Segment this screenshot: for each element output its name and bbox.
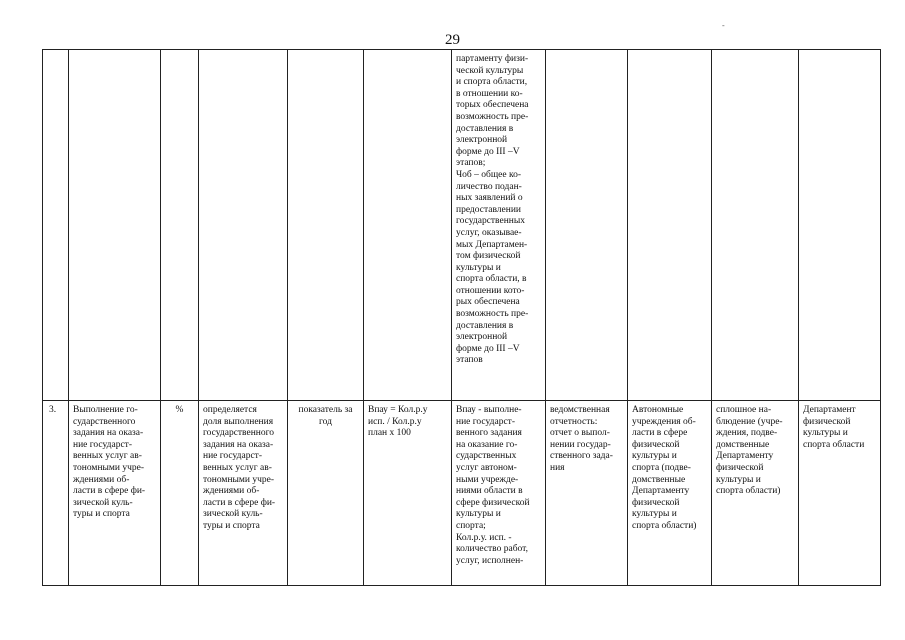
cell-reporting-entities [628, 401, 712, 586]
indicator-type: показатель за год [298, 405, 353, 427]
cell-responsible [799, 401, 881, 586]
responsible-body: Департамент физической культуры и спорта области [803, 405, 865, 450]
unit-of-measure: % [175, 405, 184, 415]
cell-observation-method [712, 401, 799, 586]
cell-number [43, 401, 69, 586]
cell-source-empty [546, 50, 628, 401]
cell-formula-explanation-3 [452, 401, 546, 586]
corner-mark: - [722, 21, 725, 30]
cell-formula-empty [364, 50, 452, 401]
calculation-formula: Впау = Кол.р.у исп. / Кол.р.у план х 100 [368, 405, 428, 439]
cell-formula-explanation [452, 50, 546, 401]
page-number: 29 [445, 32, 460, 48]
row-number: 3. [49, 405, 57, 415]
cell-method-empty [712, 50, 799, 401]
data-source: ведомственная отчетность: отчет о выпол- нении государ- ственного зада- ния [550, 405, 613, 473]
reporting-entities: Автономные учреждения об- ласти в сфере физической культуры и спорта (подве- домственные Департаменту физической культуры и спорта области) [632, 405, 697, 531]
cell-unit [161, 401, 199, 586]
cell-entities-empty [628, 50, 712, 401]
cell-responsible-empty [799, 50, 881, 401]
cell-formula [364, 401, 452, 586]
indicators-table [42, 49, 881, 586]
cell-name-empty [69, 50, 161, 401]
indicator-name: Выполнение го- сударственного задания на оказа- ние государст- венных услуг ав- тономными учре- ждениями об- ласти в сфере фи- зической куль- туры и спорта [73, 405, 146, 520]
formula-explanation-text: партаменту физи- ческой культуры и спорта области, в отношении ко- торых обеспечена возможность пре- доставления в электронной форме до III –V этапов; Чоб – общее ко- личество подан- ных заявлений о предоставлении государственных услуг, оказывае- мых Департамен- том физической культуры и спорта области, в отношении кото- рых обеспечена возможность пре- доставления в электронной форме до III –V этапов [456, 54, 529, 366]
continuation-row [43, 50, 881, 401]
cell-number-empty [43, 50, 69, 401]
cell-type [288, 401, 364, 586]
observation-method: сплошное на- блюдение (учре- ждения, подве- домственные Департаменту физической культуры и спорта области) [716, 405, 783, 497]
cell-data-source [546, 401, 628, 586]
cell-definition [199, 401, 288, 586]
cell-type-empty [288, 50, 364, 401]
indicator-definition: определяется доля выполнения государственного задания на оказа- ние государст- венных услуг ав- тономными учре- ждениями об- ласти в сфере фи- зической куль- туры и спорта [203, 405, 276, 531]
formula-explanation-text-3: Впау - выполне- ние государст- венного задания на оказание го- сударственных услуг автоном- ными учрежде- ниями области в сфере физической культуры и спорта; Кол.р.у. исп. - количество работ, услуг, исполнен- [456, 405, 530, 566]
cell-definition-empty [199, 50, 288, 401]
cell-name [69, 401, 161, 586]
cell-unit-empty [161, 50, 199, 401]
table-row-3 [43, 401, 881, 586]
